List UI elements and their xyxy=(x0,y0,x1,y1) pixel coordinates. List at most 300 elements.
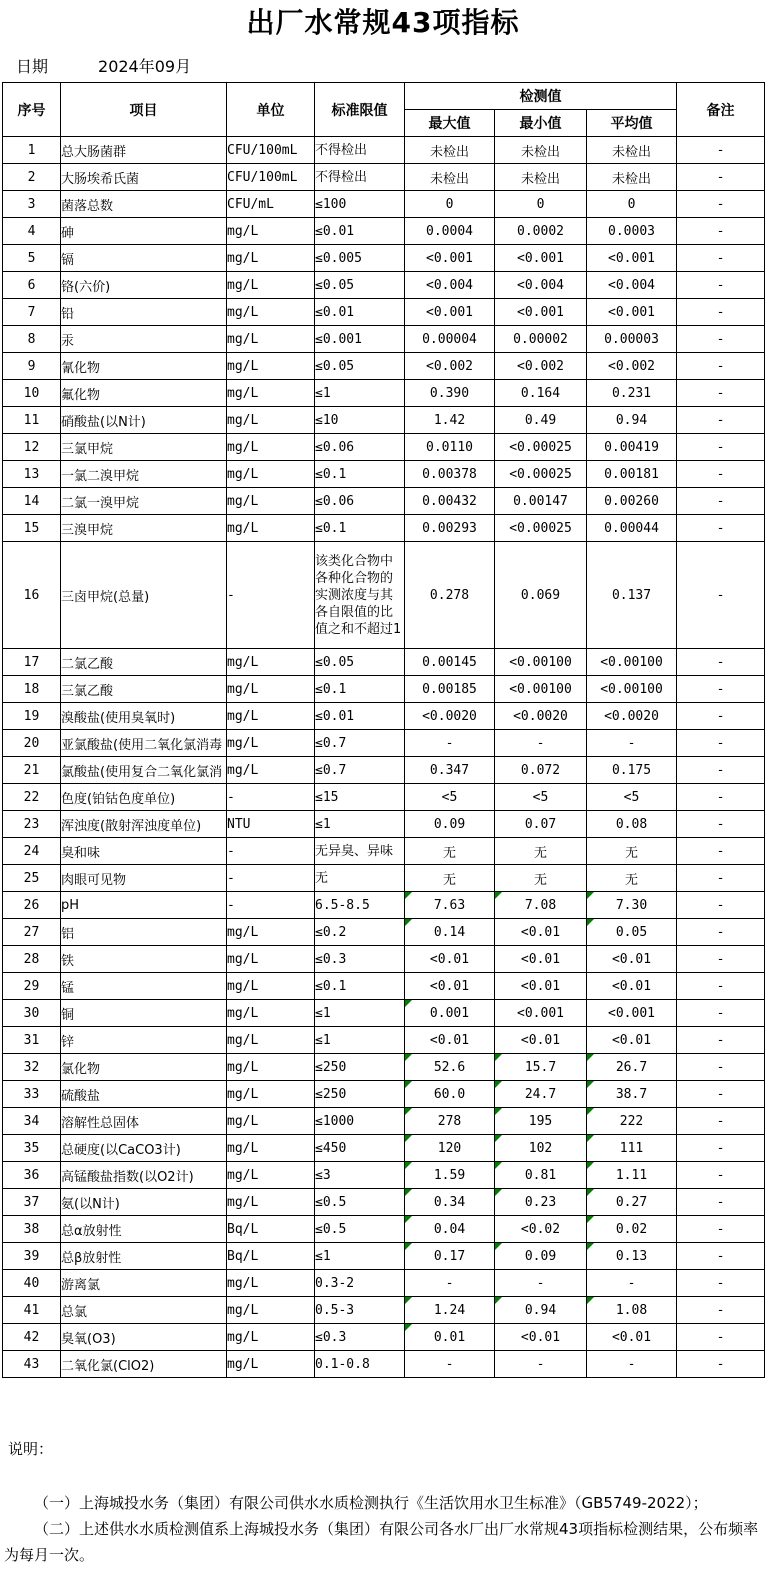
cell-standard-limit: ≤0.3 xyxy=(315,1324,405,1351)
cell-avg-value: <0.001 xyxy=(587,299,677,326)
cell-item-name: 三溴甲烷 xyxy=(61,515,227,542)
cell-min-value: - xyxy=(495,1351,587,1378)
cell-remark: - xyxy=(677,1162,765,1189)
table-row xyxy=(3,218,765,245)
cell-avg-value: <0.0020 xyxy=(587,703,677,730)
table-header xyxy=(3,83,765,137)
cell-unit: mg/L xyxy=(227,1189,315,1216)
cell-remark: - xyxy=(677,946,765,973)
cell-max-value: - xyxy=(405,1351,495,1378)
cell-row-number: 26 xyxy=(3,892,61,919)
cell-unit: mg/L xyxy=(227,1351,315,1378)
cell-min-value: 0.00002 xyxy=(495,326,587,353)
table-row xyxy=(3,461,765,488)
cell-row-number: 22 xyxy=(3,784,61,811)
cell-standard-limit: ≤0.05 xyxy=(315,649,405,676)
cell-max-value: - xyxy=(405,1270,495,1297)
cell-standard-limit: ≤0.05 xyxy=(315,272,405,299)
cell-item-name: 氯酸盐(使用复合二氧化氯消 xyxy=(61,757,227,784)
cell-row-number: 19 xyxy=(3,703,61,730)
cell-remark: - xyxy=(677,164,765,191)
col-header-no: 序号 xyxy=(3,83,61,137)
cell-avg-value: <0.01 xyxy=(587,1027,677,1054)
cell-unit: mg/L xyxy=(227,703,315,730)
cell-unit: mg/L xyxy=(227,1270,315,1297)
table-row xyxy=(3,191,765,218)
cell-standard-limit: ≤0.2 xyxy=(315,919,405,946)
cell-avg-value: <0.01 xyxy=(587,1324,677,1351)
cell-unit: mg/L xyxy=(227,649,315,676)
cell-unit: mg/L xyxy=(227,973,315,1000)
table-row xyxy=(3,838,765,865)
cell-max-value: 60.0 xyxy=(405,1081,495,1108)
cell-remark: - xyxy=(677,137,765,164)
cell-avg-value: 0.94 xyxy=(587,407,677,434)
cell-min-value: 无 xyxy=(495,838,587,865)
cell-max-value: 0.34 xyxy=(405,1189,495,1216)
table-row xyxy=(3,380,765,407)
cell-avg-value: <5 xyxy=(587,784,677,811)
cell-min-value: 7.08 xyxy=(495,892,587,919)
cell-row-number: 4 xyxy=(3,218,61,245)
cell-item-name: 高锰酸盐指数(以O2计) xyxy=(61,1162,227,1189)
cell-min-value: <0.02 xyxy=(495,1216,587,1243)
cell-unit: - xyxy=(227,784,315,811)
cell-remark: - xyxy=(677,676,765,703)
cell-min-value: 未检出 xyxy=(495,137,587,164)
cell-standard-limit: ≤0.01 xyxy=(315,218,405,245)
cell-remark: - xyxy=(677,919,765,946)
table-row xyxy=(3,1162,765,1189)
cell-remark: - xyxy=(677,434,765,461)
cell-min-value: <0.01 xyxy=(495,1324,587,1351)
cell-item-name: 大肠埃希氏菌 xyxy=(61,164,227,191)
cell-remark: - xyxy=(677,488,765,515)
cell-item-name: 总α放射性 xyxy=(61,1216,227,1243)
cell-item-name: pH xyxy=(61,892,227,919)
date-row xyxy=(16,56,766,78)
cell-min-value: <0.002 xyxy=(495,353,587,380)
cell-max-value: 0.00293 xyxy=(405,515,495,542)
cell-remark: - xyxy=(677,515,765,542)
cell-row-number: 1 xyxy=(3,137,61,164)
cell-row-number: 18 xyxy=(3,676,61,703)
table-row xyxy=(3,1189,765,1216)
cell-avg-value: 0 xyxy=(587,191,677,218)
cell-unit: mg/L xyxy=(227,1054,315,1081)
cell-item-name: 肉眼可见物 xyxy=(61,865,227,892)
cell-row-number: 36 xyxy=(3,1162,61,1189)
cell-item-name: 溴酸盐(使用臭氧时) xyxy=(61,703,227,730)
cell-row-number: 11 xyxy=(3,407,61,434)
cell-remark: - xyxy=(677,973,765,1000)
cell-remark: - xyxy=(677,730,765,757)
cell-standard-limit: ≤1000 xyxy=(315,1108,405,1135)
cell-item-name: 三氯甲烷 xyxy=(61,434,227,461)
cell-unit: mg/L xyxy=(227,1108,315,1135)
cell-remark: - xyxy=(677,245,765,272)
cell-item-name: 三卤甲烷(总量) xyxy=(61,542,227,649)
cell-row-number: 42 xyxy=(3,1324,61,1351)
cell-remark: - xyxy=(677,1135,765,1162)
table-row xyxy=(3,1297,765,1324)
cell-max-value: 0.09 xyxy=(405,811,495,838)
cell-avg-value: 未检出 xyxy=(587,164,677,191)
table-row xyxy=(3,1324,765,1351)
cell-standard-limit: ≤0.06 xyxy=(315,488,405,515)
cell-max-value: 0.347 xyxy=(405,757,495,784)
cell-item-name: 总β放射性 xyxy=(61,1243,227,1270)
cell-item-name: 二氯一溴甲烷 xyxy=(61,488,227,515)
table-row xyxy=(3,1270,765,1297)
cell-max-value: 0.0110 xyxy=(405,434,495,461)
cell-min-value: <0.004 xyxy=(495,272,587,299)
cell-remark: - xyxy=(677,892,765,919)
cell-avg-value: 无 xyxy=(587,838,677,865)
cell-item-name: 一氯二溴甲烷 xyxy=(61,461,227,488)
cell-unit: mg/L xyxy=(227,380,315,407)
cell-min-value: <0.00025 xyxy=(495,515,587,542)
table-row xyxy=(3,542,765,649)
cell-row-number: 27 xyxy=(3,919,61,946)
cell-remark: - xyxy=(677,1027,765,1054)
table-row xyxy=(3,407,765,434)
cell-row-number: 34 xyxy=(3,1108,61,1135)
notes-heading: 说明： xyxy=(8,1440,54,1458)
cell-item-name: 二氧化氯(ClO2) xyxy=(61,1351,227,1378)
cell-standard-limit: ≤0.1 xyxy=(315,973,405,1000)
cell-unit: mg/L xyxy=(227,353,315,380)
cell-min-value: <0.01 xyxy=(495,919,587,946)
date-label: 日期 xyxy=(16,57,49,76)
cell-min-value: <0.00100 xyxy=(495,649,587,676)
cell-max-value: 278 xyxy=(405,1108,495,1135)
cell-item-name: 菌落总数 xyxy=(61,191,227,218)
table-row xyxy=(3,892,765,919)
cell-min-value: 0.069 xyxy=(495,542,587,649)
table-row xyxy=(3,164,765,191)
cell-row-number: 43 xyxy=(3,1351,61,1378)
cell-item-name: 总大肠菌群 xyxy=(61,137,227,164)
cell-remark: - xyxy=(677,1297,765,1324)
cell-max-value: 0.00145 xyxy=(405,649,495,676)
cell-avg-value: 0.231 xyxy=(587,380,677,407)
cell-row-number: 40 xyxy=(3,1270,61,1297)
cell-unit: CFU/mL xyxy=(227,191,315,218)
cell-item-name: 总硬度(以CaCO3计) xyxy=(61,1135,227,1162)
cell-unit: mg/L xyxy=(227,676,315,703)
table-body xyxy=(3,137,765,1378)
cell-row-number: 3 xyxy=(3,191,61,218)
cell-max-value: 1.24 xyxy=(405,1297,495,1324)
table-row xyxy=(3,784,765,811)
cell-standard-limit: ≤0.001 xyxy=(315,326,405,353)
cell-item-name: 镉 xyxy=(61,245,227,272)
cell-remark: - xyxy=(677,326,765,353)
cell-standard-limit: ≤0.5 xyxy=(315,1216,405,1243)
cell-avg-value: 1.11 xyxy=(587,1162,677,1189)
cell-min-value: 0.81 xyxy=(495,1162,587,1189)
cell-avg-value: 0.00044 xyxy=(587,515,677,542)
cell-max-value: <0.004 xyxy=(405,272,495,299)
cell-avg-value: 0.02 xyxy=(587,1216,677,1243)
cell-item-name: 游离氯 xyxy=(61,1270,227,1297)
cell-min-value: - xyxy=(495,1270,587,1297)
cell-row-number: 31 xyxy=(3,1027,61,1054)
cell-remark: - xyxy=(677,191,765,218)
cell-row-number: 28 xyxy=(3,946,61,973)
cell-avg-value: 1.08 xyxy=(587,1297,677,1324)
cell-standard-limit: 无 xyxy=(315,865,405,892)
col-header-limit: 标准限值 xyxy=(315,83,405,137)
cell-row-number: 10 xyxy=(3,380,61,407)
cell-unit: CFU/100mL xyxy=(227,164,315,191)
cell-remark: - xyxy=(677,407,765,434)
cell-unit: mg/L xyxy=(227,245,315,272)
cell-max-value: 0.001 xyxy=(405,1000,495,1027)
cell-standard-limit: 6.5-8.5 xyxy=(315,892,405,919)
cell-item-name: 铬(六价) xyxy=(61,272,227,299)
cell-standard-limit: ≤1 xyxy=(315,1027,405,1054)
cell-avg-value: - xyxy=(587,1351,677,1378)
table-row xyxy=(3,1243,765,1270)
cell-item-name: 总氯 xyxy=(61,1297,227,1324)
cell-unit: mg/L xyxy=(227,515,315,542)
cell-standard-limit: ≤1 xyxy=(315,1243,405,1270)
cell-unit: mg/L xyxy=(227,299,315,326)
cell-standard-limit: ≤1 xyxy=(315,811,405,838)
cell-item-name: 氯化物 xyxy=(61,1054,227,1081)
col-header-detection: 检测值 xyxy=(405,83,677,110)
cell-avg-value: 0.175 xyxy=(587,757,677,784)
cell-standard-limit: ≤0.01 xyxy=(315,299,405,326)
cell-remark: - xyxy=(677,757,765,784)
cell-avg-value: - xyxy=(587,730,677,757)
cell-item-name: 臭和味 xyxy=(61,838,227,865)
cell-item-name: 氨(以N计) xyxy=(61,1189,227,1216)
page-title: 出厂水常规43项指标 xyxy=(246,6,520,39)
cell-standard-limit: ≤100 xyxy=(315,191,405,218)
table-row xyxy=(3,973,765,1000)
cell-remark: - xyxy=(677,1000,765,1027)
cell-item-name: 亚氯酸盐(使用二氧化氯消毒 xyxy=(61,730,227,757)
cell-unit: mg/L xyxy=(227,1324,315,1351)
cell-standard-limit: 0.5-3 xyxy=(315,1297,405,1324)
cell-max-value: 0.0004 xyxy=(405,218,495,245)
col-header-unit: 单位 xyxy=(227,83,315,137)
cell-avg-value: <0.00100 xyxy=(587,649,677,676)
cell-max-value: 1.59 xyxy=(405,1162,495,1189)
cell-item-name: 二氯乙酸 xyxy=(61,649,227,676)
cell-remark: - xyxy=(677,542,765,649)
cell-remark: - xyxy=(677,1351,765,1378)
cell-min-value: <0.0020 xyxy=(495,703,587,730)
cell-row-number: 2 xyxy=(3,164,61,191)
cell-item-name: 色度(铂钴色度单位) xyxy=(61,784,227,811)
cell-row-number: 5 xyxy=(3,245,61,272)
cell-remark: - xyxy=(677,838,765,865)
cell-item-name: 臭氧(O3) xyxy=(61,1324,227,1351)
cell-standard-limit: 无异臭、异味 xyxy=(315,838,405,865)
cell-unit: mg/L xyxy=(227,434,315,461)
cell-remark: - xyxy=(677,1108,765,1135)
cell-row-number: 41 xyxy=(3,1297,61,1324)
cell-standard-limit: ≤450 xyxy=(315,1135,405,1162)
cell-min-value: 0.0002 xyxy=(495,218,587,245)
table-row xyxy=(3,245,765,272)
cell-min-value: <0.001 xyxy=(495,1000,587,1027)
table-row xyxy=(3,1027,765,1054)
cell-avg-value: 7.30 xyxy=(587,892,677,919)
cell-remark: - xyxy=(677,784,765,811)
cell-remark: - xyxy=(677,703,765,730)
note-line-1: （一）上海城投水务（集团）有限公司供水水质检测执行《生活饮用水卫生标准》（GB5749-2022）； xyxy=(34,1494,708,1512)
cell-min-value: <0.00100 xyxy=(495,676,587,703)
cell-standard-limit: 0.3-2 xyxy=(315,1270,405,1297)
cell-item-name: 铁 xyxy=(61,946,227,973)
cell-item-name: 铝 xyxy=(61,919,227,946)
cell-row-number: 38 xyxy=(3,1216,61,1243)
cell-unit: - xyxy=(227,838,315,865)
table-row xyxy=(3,353,765,380)
cell-row-number: 29 xyxy=(3,973,61,1000)
cell-min-value: 0.49 xyxy=(495,407,587,434)
cell-unit: mg/L xyxy=(227,757,315,784)
cell-max-value: 120 xyxy=(405,1135,495,1162)
table-row xyxy=(3,434,765,461)
cell-unit: mg/L xyxy=(227,326,315,353)
cell-item-name: 硝酸盐(以N计) xyxy=(61,407,227,434)
cell-avg-value: 38.7 xyxy=(587,1081,677,1108)
cell-row-number: 23 xyxy=(3,811,61,838)
cell-row-number: 24 xyxy=(3,838,61,865)
cell-remark: - xyxy=(677,272,765,299)
cell-avg-value: <0.001 xyxy=(587,245,677,272)
cell-unit: - xyxy=(227,892,315,919)
cell-standard-limit: ≤0.05 xyxy=(315,353,405,380)
cell-avg-value: 0.13 xyxy=(587,1243,677,1270)
cell-max-value: 0.14 xyxy=(405,919,495,946)
cell-max-value: 0 xyxy=(405,191,495,218)
cell-standard-limit: ≤3 xyxy=(315,1162,405,1189)
cell-row-number: 16 xyxy=(3,542,61,649)
cell-avg-value: <0.00100 xyxy=(587,676,677,703)
table-row xyxy=(3,1216,765,1243)
cell-avg-value: 未检出 xyxy=(587,137,677,164)
cell-avg-value: - xyxy=(587,1270,677,1297)
cell-avg-value: 222 xyxy=(587,1108,677,1135)
cell-min-value: 0.94 xyxy=(495,1297,587,1324)
cell-max-value: 1.42 xyxy=(405,407,495,434)
cell-avg-value: 无 xyxy=(587,865,677,892)
cell-item-name: 铜 xyxy=(61,1000,227,1027)
cell-max-value: 7.63 xyxy=(405,892,495,919)
cell-remark: - xyxy=(677,1081,765,1108)
cell-remark: - xyxy=(677,380,765,407)
cell-unit: Bq/L xyxy=(227,1216,315,1243)
cell-avg-value: <0.002 xyxy=(587,353,677,380)
cell-item-name: 氟化物 xyxy=(61,380,227,407)
cell-min-value: 0.00147 xyxy=(495,488,587,515)
cell-min-value: 0.09 xyxy=(495,1243,587,1270)
cell-standard-limit: ≤0.5 xyxy=(315,1189,405,1216)
cell-standard-limit: ≤1 xyxy=(315,1000,405,1027)
table-row xyxy=(3,1000,765,1027)
cell-standard-limit: ≤0.01 xyxy=(315,703,405,730)
cell-avg-value: 0.00419 xyxy=(587,434,677,461)
cell-min-value: <5 xyxy=(495,784,587,811)
col-header-min: 最小值 xyxy=(495,110,587,137)
cell-max-value: <0.001 xyxy=(405,245,495,272)
cell-row-number: 20 xyxy=(3,730,61,757)
table-row xyxy=(3,515,765,542)
cell-row-number: 33 xyxy=(3,1081,61,1108)
cell-unit: mg/L xyxy=(227,919,315,946)
cell-max-value: <0.001 xyxy=(405,299,495,326)
cell-unit: - xyxy=(227,542,315,649)
cell-max-value: 未检出 xyxy=(405,164,495,191)
cell-row-number: 37 xyxy=(3,1189,61,1216)
cell-avg-value: 0.00260 xyxy=(587,488,677,515)
cell-remark: - xyxy=(677,1270,765,1297)
cell-row-number: 21 xyxy=(3,757,61,784)
cell-unit: mg/L xyxy=(227,488,315,515)
cell-min-value: <0.001 xyxy=(495,299,587,326)
cell-unit: mg/L xyxy=(227,218,315,245)
table-row xyxy=(3,137,765,164)
col-header-avg: 平均值 xyxy=(587,110,677,137)
cell-max-value: <0.0020 xyxy=(405,703,495,730)
cell-unit: mg/L xyxy=(227,1297,315,1324)
cell-remark: - xyxy=(677,865,765,892)
table-row xyxy=(3,703,765,730)
cell-min-value: 0.07 xyxy=(495,811,587,838)
cell-remark: - xyxy=(677,1054,765,1081)
cell-min-value: 0.072 xyxy=(495,757,587,784)
cell-unit: mg/L xyxy=(227,407,315,434)
table-row xyxy=(3,730,765,757)
cell-min-value: 102 xyxy=(495,1135,587,1162)
cell-min-value: - xyxy=(495,730,587,757)
cell-max-value: <0.002 xyxy=(405,353,495,380)
cell-avg-value: <0.004 xyxy=(587,272,677,299)
cell-avg-value: <0.01 xyxy=(587,973,677,1000)
cell-unit: mg/L xyxy=(227,1135,315,1162)
cell-standard-limit: ≤250 xyxy=(315,1054,405,1081)
cell-max-value: 0.04 xyxy=(405,1216,495,1243)
cell-row-number: 35 xyxy=(3,1135,61,1162)
table-row xyxy=(3,1135,765,1162)
table-row xyxy=(3,299,765,326)
cell-max-value: 0.01 xyxy=(405,1324,495,1351)
col-header-remark: 备注 xyxy=(677,83,765,137)
cell-avg-value: 0.27 xyxy=(587,1189,677,1216)
cell-avg-value: 0.08 xyxy=(587,811,677,838)
table-row xyxy=(3,272,765,299)
cell-unit: mg/L xyxy=(227,1000,315,1027)
cell-row-number: 6 xyxy=(3,272,61,299)
cell-item-name: 锰 xyxy=(61,973,227,1000)
cell-remark: - xyxy=(677,1216,765,1243)
cell-min-value: <0.00025 xyxy=(495,461,587,488)
cell-row-number: 13 xyxy=(3,461,61,488)
cell-row-number: 25 xyxy=(3,865,61,892)
cell-standard-limit: 不得检出 xyxy=(315,137,405,164)
cell-row-number: 12 xyxy=(3,434,61,461)
cell-avg-value: 111 xyxy=(587,1135,677,1162)
cell-avg-value: 0.00181 xyxy=(587,461,677,488)
table-row xyxy=(3,865,765,892)
